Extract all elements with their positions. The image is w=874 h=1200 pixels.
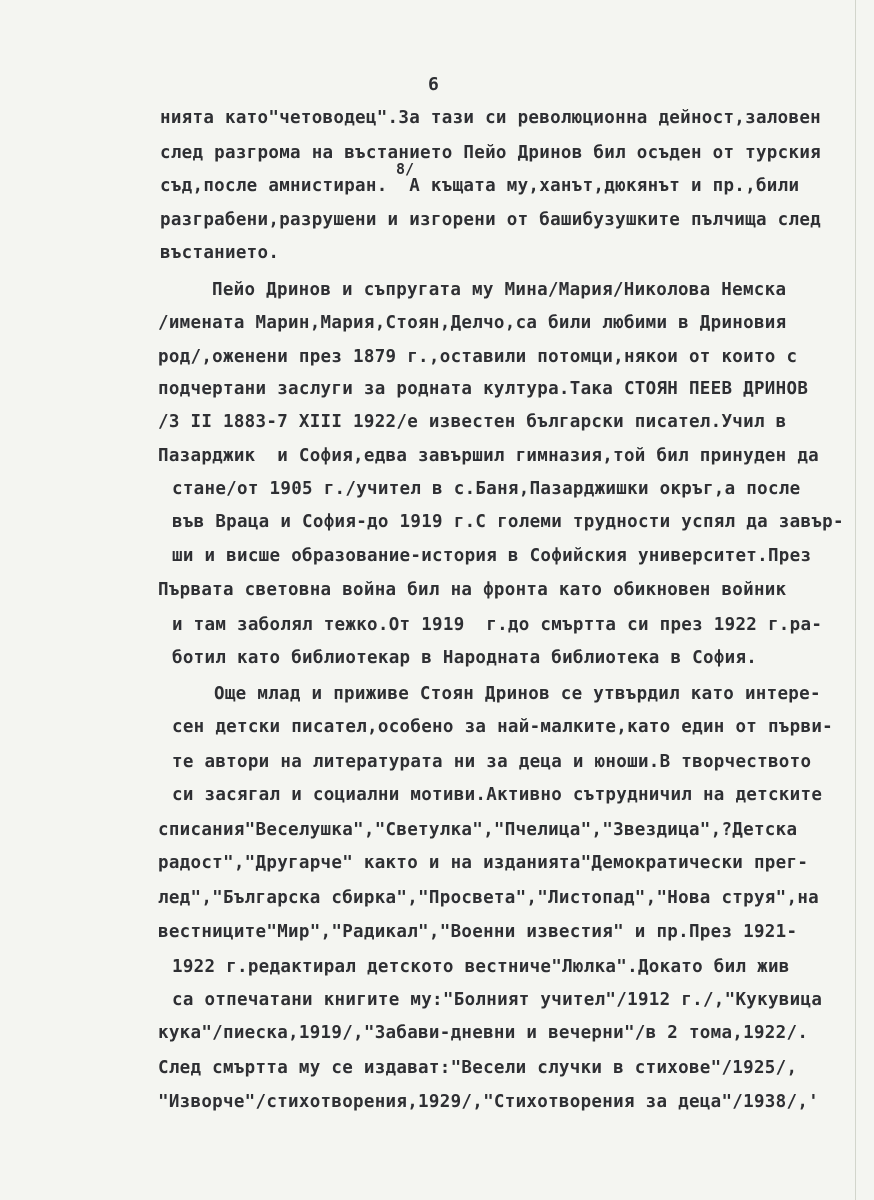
text-line: стане/от 1905 г./учител в с.Баня,Пазарджишки окръг,а после bbox=[172, 479, 801, 499]
text-line: Първата световна война бил на фронта като обикновен войник bbox=[158, 580, 787, 600]
page-number: 6 bbox=[428, 74, 439, 95]
text-line: вестниците"Мир","Радикал","Военни известия" и пр.През 1921- bbox=[158, 922, 798, 942]
text-line: съд,после амнистиран. А къщата му,ханът,дюкянът и пр.,били bbox=[160, 176, 800, 196]
text-line: Още млад и приживе Стоян Дринов се утвърдил като интере- bbox=[214, 684, 821, 704]
text-line: въстанието. bbox=[160, 243, 280, 263]
text-line: подчертани заслуги за родната култура.Така СТОЯН ПЕЕВ ДРИНОВ bbox=[158, 379, 809, 399]
text-line: нията като"четоводец".За тази си революционна дейност,заловен bbox=[160, 108, 821, 128]
text-line: ботил като библиотекар в Народната библиотека в София. bbox=[172, 648, 758, 668]
text-line: радост","Другарче" както и на изданията"Демократически прег- bbox=[158, 853, 809, 873]
text-line: след разгрома на въстанието Пейо Дринов бил осъден от турския bbox=[160, 143, 821, 163]
text-line: /имената Марин,Мария,Стоян,Делчо,са били любими в Дриновия bbox=[158, 313, 787, 333]
text-line: и там заболял тежко.От 1919 г.до смъртта си през 1922 г.ра- bbox=[172, 615, 823, 635]
text-line: кука"/пиеска,1919/,"Забави-дневни и вечерни"/в 2 тома,1922/. bbox=[158, 1023, 809, 1043]
text-line: "Изворче"/стихотворения,1929/,"Стихотворения за деца"/1938/,' bbox=[158, 1092, 819, 1112]
text-line: 1922 г.редактирал детското вестниче"Люлка".Докато бил жив bbox=[172, 957, 790, 977]
footnote-marker: 8/ bbox=[396, 160, 415, 178]
text-line: ши и висше образование-история в Софийския университет.През bbox=[172, 546, 812, 566]
text-line: си засягал и социални мотиви.Активно сътрудничил на детските bbox=[172, 785, 823, 805]
text-line: са отпечатани книгите му:"Болният учител"/1912 г./,"Кукувица bbox=[172, 990, 823, 1010]
text-line: разграбени,разрушени и изгорени от башибузушките пълчища след bbox=[160, 210, 821, 230]
text-line: списания"Веселушка","Светулка","Пчелица","Звездица",?Детска bbox=[158, 820, 798, 840]
text-line: Пейо Дринов и съпругата му Мина/Мария/Николова Немска bbox=[212, 280, 787, 300]
text-line: лед","Българска сбирка","Просвета","Листопад","Нова струя",на bbox=[158, 888, 819, 908]
text-line: те автори на литературата ни за деца и юноши.В творчеството bbox=[172, 752, 812, 772]
text-line: род/,оженени през 1879 г.,оставили потомци,някои от които с bbox=[158, 347, 798, 367]
text-line: След смъртта му се издават:"Весели случки в стихове"/1925/, bbox=[158, 1058, 798, 1078]
text-line: Пазарджик и София,едва завършил гимназия,той бил принуден да bbox=[158, 446, 819, 466]
text-line: във Враца и София-до 1919 г.С големи трудности успял да завър- bbox=[172, 512, 844, 532]
text-line: /3 II 1883-7 XIII 1922/е известен български писател.Учил в bbox=[158, 412, 787, 432]
text-line: сен детски писател,особено за най-малките,като един от първи- bbox=[172, 717, 833, 737]
